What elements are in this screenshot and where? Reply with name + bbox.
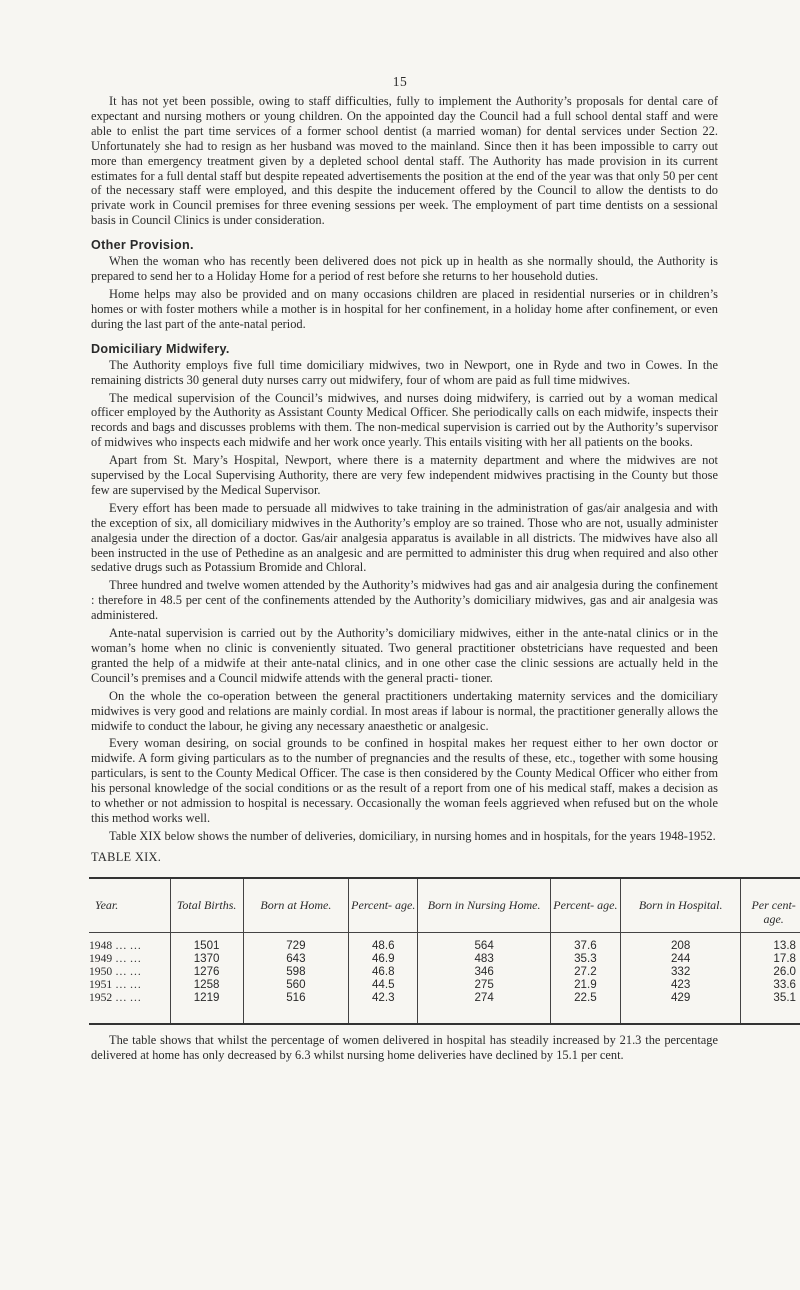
cell-year: 1951 … … — [89, 977, 142, 991]
cell-nursing-percentage: 21.9 — [550, 978, 620, 991]
header-home-percentage: Percent- age. — [349, 878, 418, 933]
cell-born-in-hospital: 423 — [621, 978, 741, 991]
dental-paragraph: It has not yet been possible, owing to staff difficulties, fully to implement the Authority’s proposals for dental care of expectant and nursing mothers or young children. On the appointed day the Council had a full school dental staff and were able to enlist the part time services of a former school dentist (a married woman) for dental services under Section 22. Unfortunately she had to resign as her husband was moved to the mainland. Since then it has been impossible to carry out more than emergency treatment given by a depleted school dental staff. The Authority has made provision in its current estimates for a full dental staff but despite repeated advertisements the position at the end of the year was that only 50 per cent of the necessary staff were employed, and this despite the inducement offered by the Council to allow the dentists to do private work in Council premises for three evening sessions per week. The employment of part time dentists on a sessional basis in Council Clinics is under consideration. — [91, 94, 718, 228]
cell-year: 1950 … … — [89, 964, 142, 978]
table-row — [89, 991, 800, 1024]
cell-born-at-home: 560 — [243, 978, 348, 991]
header-nursing-percentage: Percent- age. — [550, 878, 620, 933]
cell-total-births: 1276 — [170, 965, 243, 978]
header-total-births: Total Births. — [170, 878, 243, 933]
table-intro-paragraph: Table XIX below shows the number of deliveries, domiciliary, in nursing homes and in hospitals, for the years 1948-1952. — [109, 828, 716, 843]
cell-hospital-percentage: 13.8 — [741, 932, 800, 952]
cell-total-births: 1501 — [170, 932, 243, 952]
cell-born-nursing-home: 564 — [418, 932, 550, 952]
header-born-in-hospital: Born in Hospital. — [621, 878, 741, 933]
table-caption: TABLE XIX. — [91, 849, 162, 864]
cell-hospital-percentage: 33.6 — [741, 978, 800, 991]
st-marys-paragraph: Apart from St. Mary’s Hospital, Newport, where there is a maternity department and where the midwives are not supervised by the Local Supervising Authority, there are very few independent midwives practising in the County but those few are supervised by the Medical Supervisor. — [91, 453, 718, 497]
cell-total-births: 1258 — [170, 978, 243, 991]
cell-total-births: 1370 — [170, 952, 243, 965]
cell-hospital-percentage: 26.0 — [741, 965, 800, 978]
cell-born-in-hospital: 244 — [621, 952, 741, 965]
page-number: 15 — [392, 74, 408, 89]
table-row — [89, 978, 800, 991]
table-row — [89, 952, 800, 965]
cell-home-percentage: 44.5 — [349, 978, 418, 991]
cell-born-nursing-home: 346 — [418, 965, 550, 978]
cell-nursing-percentage: 22.5 — [550, 991, 620, 1024]
hospital-request-paragraph: Every woman desiring, on social grounds to be confined in hospital makes her request either to her own doctor or midwife. A form giving particulars as to the number of pregnancies and the results of these, etc., together with some housing particulars, is sent to the County Medical Officer. The case is then considered by the County Medical Officer who either from his personal knowledge of the social conditions or as the result of a report from one of his medical staff, makes a decision as to whether or not admission to hospital is necessary. Occasionally the woman feels aggrieved when refused but on the whole this method works well. — [91, 736, 718, 825]
cell-born-nursing-home: 274 — [418, 991, 550, 1024]
cell-born-at-home: 643 — [243, 952, 348, 965]
header-hospital-percentage: Per cent- age. — [741, 878, 800, 933]
cell-born-in-hospital: 332 — [621, 965, 741, 978]
cell-nursing-percentage: 35.3 — [550, 952, 620, 965]
cell-born-in-hospital: 208 — [621, 932, 741, 952]
other-provision-heading: Other Provision. — [91, 238, 194, 253]
home-helps-paragraph: Home helps may also be provided and on many occasions children are placed in residential nurseries or in children’s homes or with foster mothers while a mother is in hospital for her confinement, in a holiday home after confinement, or even during the last part of the ante-natal period. — [91, 286, 718, 331]
deliveries-table — [89, 877, 800, 1025]
cell-hospital-percentage: 17.8 — [741, 952, 800, 965]
header-born-at-home: Born at Home. — [243, 878, 348, 933]
cell-year: 1952 … … — [89, 990, 142, 1004]
cell-born-in-hospital: 429 — [621, 991, 741, 1024]
header-year: Year. — [89, 878, 170, 933]
analgesia-training-paragraph: Every effort has been made to persuade all midwives to take training in the administration of gas/air analgesia and with the exception of six, all domiciliary midwives in the Authority’s employ are so trained. Those who are not, usually administer analgesia under the direction of a doctor. Gas/air analgesia apparatus is available in all districts. The midwives have also all been instructed in the use of Pethedine as an analgesic and are permitted to administer this drug when required and also other sedative drugs such as Potassium Bromide and Chloral. — [91, 500, 718, 575]
cell-born-at-home: 729 — [243, 932, 348, 952]
co-operation-paragraph: On the whole the co-operation between the general practitioners undertaking maternity services and the domiciliary midwives is very good and relations are mainly cordial. In most areas if labour is normal, the practitioner generally allows the midwife to conduct the labour, he giving any necessary anaesthetic or analgesic. — [91, 688, 718, 733]
cell-born-nursing-home: 483 — [418, 952, 550, 965]
cell-home-percentage: 46.8 — [349, 965, 418, 978]
cell-year: 1949 … … — [89, 951, 142, 965]
cell-total-births: 1219 — [170, 991, 243, 1024]
cell-born-at-home: 516 — [243, 991, 348, 1024]
gas-air-statistics-paragraph: Three hundred and twelve women attended by the Authority’s midwives had gas and air analgesia during the confinement : therefore in 48.5 per cent of the confinements attended by the Authority’s domiciliary midwives, gas and air analgesia was administered. — [91, 578, 718, 623]
header-born-nursing-home: Born in Nursing Home. — [418, 878, 550, 933]
midwives-employed-paragraph: The Authority employs five full time domiciliary midwives, two in Newport, one in Ryde and two in Cowes. In the remaining districts 30 general duty nurses carry out midwifery, four of whom are paid as full time midwives. — [91, 357, 718, 387]
holiday-home-paragraph: When the woman who has recently been delivered does not pick up in health as she normally should, the Authority is prepared to send her to a Holiday Home for a period of rest before she returns to her household duties. — [91, 254, 718, 284]
cell-nursing-percentage: 27.2 — [550, 965, 620, 978]
cell-year: 1948 … … — [89, 938, 142, 952]
page-content — [89, 94, 796, 1066]
conclusion-paragraph: The table shows that whilst the percentage of women delivered in hospital has steadily increased by 21.3 the percentage delivered at home has only decreased by 6.3 whilst nursing home deliveries have declined by 15.1 per cent. — [91, 1032, 718, 1062]
domiciliary-midwifery-heading: Domiciliary Midwifery. — [91, 341, 230, 356]
cell-home-percentage: 48.6 — [349, 932, 418, 952]
cell-born-at-home: 598 — [243, 965, 348, 978]
cell-hospital-percentage: 35.1 — [741, 991, 800, 1024]
ante-natal-paragraph: Ante-natal supervision is carried out by the Authority’s domiciliary midwives, either in the ante-natal clinics or in the woman’s home when no clinic is conveniently situated. Two general practitioner obstetricians have requested and been granted the help of a midwife at their ante-natal clinics, and in one other case the clinic sessions are actually held in the Council’s premises and a Council midwife attends with the general practi- tioner. — [91, 626, 718, 685]
cell-born-nursing-home: 275 — [418, 978, 550, 991]
cell-nursing-percentage: 37.6 — [550, 932, 620, 952]
table-row — [89, 932, 800, 952]
table-row — [89, 965, 800, 978]
cell-home-percentage: 42.3 — [349, 991, 418, 1024]
table-header-row — [89, 878, 800, 933]
medical-supervision-paragraph: The medical supervision of the Council’s midwives, and nurses doing midwifery, is carried out by a woman medical officer employed by the Authority as Assistant County Medical Officer. She periodically calls on each midwife, inspects their records and bags and discusses problems with them. The non-medical supervision is carried out by the Authority’s supervisor of midwives who inspects each midwife and her work once yearly. This entails visiting with her all patients on the books. — [91, 390, 718, 450]
cell-home-percentage: 46.9 — [349, 952, 418, 965]
